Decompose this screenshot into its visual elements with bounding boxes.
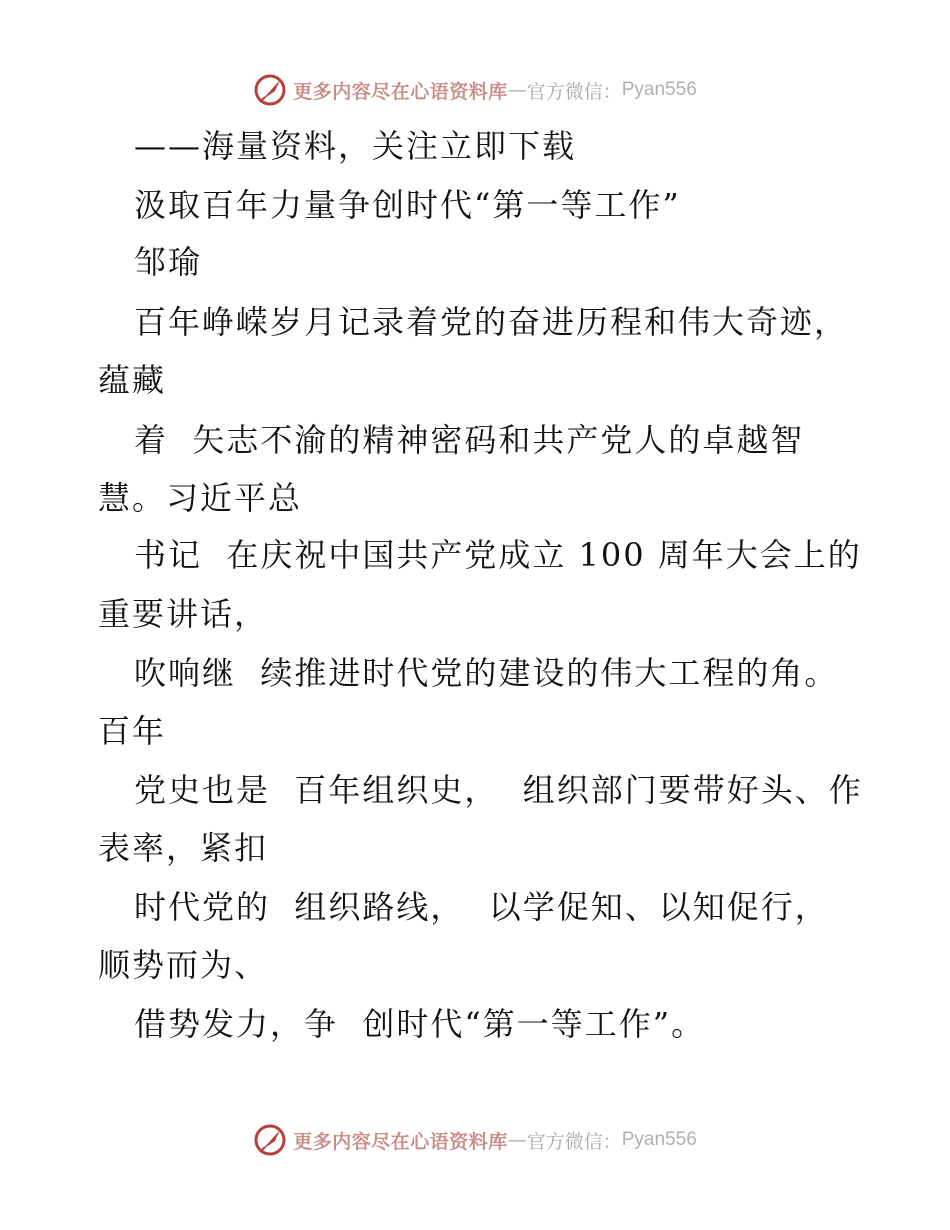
text-line: 吹响继 续推进时代党的建设的伟大工程的角。 bbox=[134, 654, 839, 692]
text-line: 着 矢志不渝的精神密码和共产党人的卓越智 bbox=[134, 421, 805, 459]
banner-slogan: 更多内容尽在心语资料库 bbox=[293, 80, 508, 103]
footer-banner bbox=[0, 1120, 950, 1160]
banner-contact-label: 官方微信： bbox=[526, 1130, 622, 1153]
banner-contact-id: Pyan556 bbox=[621, 1129, 697, 1150]
text-line: 借势发力，争 创时代“第一等工作”。 bbox=[134, 1005, 706, 1043]
header-banner bbox=[0, 70, 950, 110]
quill-logo-icon bbox=[253, 73, 287, 107]
text-line: 顺势而为、 bbox=[98, 946, 269, 984]
text-line: 蕴藏 bbox=[98, 361, 167, 399]
text-line: 党史也是 百年组织史， 组织部门要带好头、作 bbox=[134, 771, 863, 809]
banner-dash: — bbox=[507, 79, 527, 101]
text-line: 慧。习近平总 bbox=[98, 479, 303, 517]
text-line: 时代党的 组织路线， 以学促知、以知促行， bbox=[134, 888, 829, 926]
text-line: 百年峥嵘岁月记录着党的奋进历程和伟大奇迹， bbox=[134, 303, 849, 341]
text-line: 书记 在庆祝中国共产党成立 100 周年大会上的 bbox=[134, 536, 862, 574]
text-line: 表率，紧扣 bbox=[98, 829, 269, 867]
text-line: ——海量资料，关注立即下载 bbox=[134, 127, 577, 165]
author-name: 邹瑜 bbox=[134, 243, 203, 281]
banner-slogan: 更多内容尽在心语资料库 bbox=[293, 1130, 508, 1153]
text-line: 百年 bbox=[98, 712, 167, 750]
document-title: 汲取百年力量争创时代“第一等工作” bbox=[134, 186, 681, 224]
quill-logo-icon bbox=[253, 1123, 287, 1157]
banner-dash: — bbox=[507, 1129, 527, 1151]
banner-contact-label: 官方微信： bbox=[526, 80, 622, 103]
banner-contact-id: Pyan556 bbox=[621, 79, 697, 100]
text-line: 重要讲话， bbox=[98, 595, 269, 633]
